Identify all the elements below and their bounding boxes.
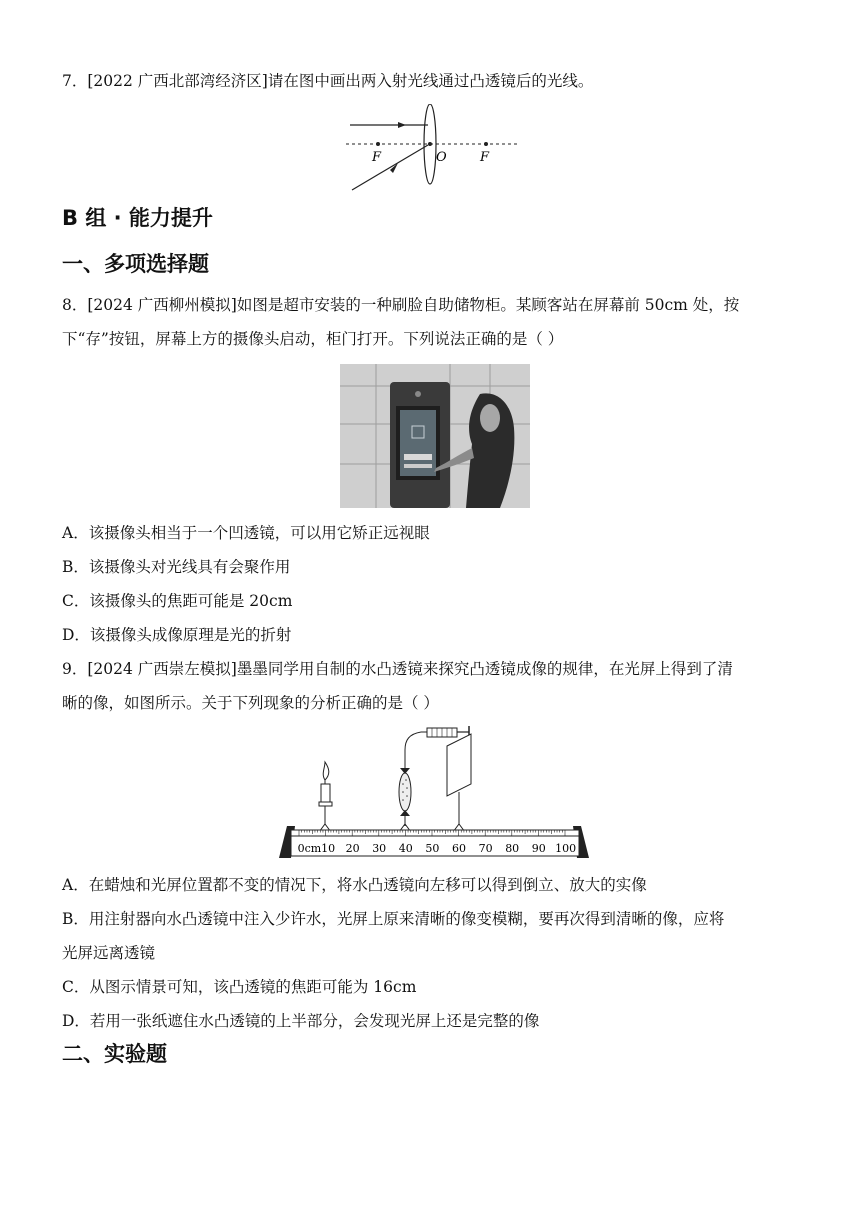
q8-line2: 下“存”按钮，屏幕上方的摄像头启动，柜门打开。下列说法正确的是（ ） — [62, 330, 564, 348]
ruler-label: 80 — [505, 842, 520, 855]
section-b-title: B 组 · 能力提升 — [62, 206, 213, 230]
ruler-label: 20 — [345, 842, 360, 855]
q8-option-b: B．该摄像头对光线具有会聚作用 — [62, 558, 291, 576]
ruler-label: 90 — [531, 842, 546, 855]
q8-option-c: C．该摄像头的焦距可能是 20cm — [62, 592, 293, 610]
q9-option-a: A．在蜡烛和光屏位置都不变的情况下，将水凸透镜向左移可以得到倒立、放大的实像 — [62, 876, 647, 894]
ruler-label: 50 — [425, 842, 440, 855]
label-f-right: F — [480, 150, 490, 165]
q8-option-a: A．该摄像头相当于一个凹透镜，可以用它矫正远视眼 — [62, 524, 430, 542]
focal-point-left — [376, 142, 380, 146]
incident-ray-through-focus — [352, 145, 428, 190]
light-screen — [447, 734, 471, 832]
water-convex-lens — [399, 758, 411, 832]
q9-option-b-line1: B．用注射器向水凸透镜中注入少许水，光屏上原来清晰的像变模糊，要再次得到清晰的像，应将 — [62, 910, 725, 928]
q7-text: 7．[2022 广西北部湾经济区]请在图中画出两入射光线通过凸透镜后的光线。 — [62, 72, 594, 90]
ruler-label: 100 — [555, 842, 577, 855]
q9-line1: 9．[2024 广西崇左模拟]墨墨同学用自制的水凸透镜来探究凸透镜成像的规律，在光屏上得到了清 — [62, 660, 733, 678]
q8-line1: 8．[2024 广西柳州模拟]如图是超市安装的一种刷脸自助储物柜。某顾客站在屏幕前 50cm 处，按 — [62, 296, 740, 314]
q8-locker-photo — [340, 364, 530, 508]
arrow-head-icon — [398, 122, 406, 128]
q7-lens-figure — [344, 104, 520, 196]
label-o: O — [436, 150, 447, 165]
q9-option-b-line2: 光屏远离透镜 — [62, 944, 156, 962]
q9-optical-bench-figure — [275, 722, 593, 862]
ruler-label: 30 — [372, 842, 387, 855]
q8-option-d: D．该摄像头成像原理是光的折射 — [62, 626, 292, 644]
candle — [319, 762, 332, 832]
section-multi-title: 一、多项选择题 — [62, 252, 209, 276]
q9-option-d: D．若用一张纸遮住水凸透镜的上半部分，会发现光屏上还是完整的像 — [62, 1012, 540, 1030]
q9-line2: 晰的像，如图所示。关于下列现象的分析正确的是（ ） — [62, 694, 439, 712]
ruler-label: 40 — [398, 842, 413, 855]
label-f-left: F — [372, 150, 382, 165]
ruler-label: 0cm10 — [297, 842, 336, 855]
ruler-label: 70 — [478, 842, 493, 855]
section-exp-title: 二、实验题 — [62, 1042, 167, 1066]
q9-option-c: C．从图示情景可知，该凸透镜的焦距可能为 16cm — [62, 978, 417, 996]
optical-center — [428, 142, 432, 146]
ruler-label: 60 — [452, 842, 466, 855]
focal-point-right — [484, 142, 488, 146]
